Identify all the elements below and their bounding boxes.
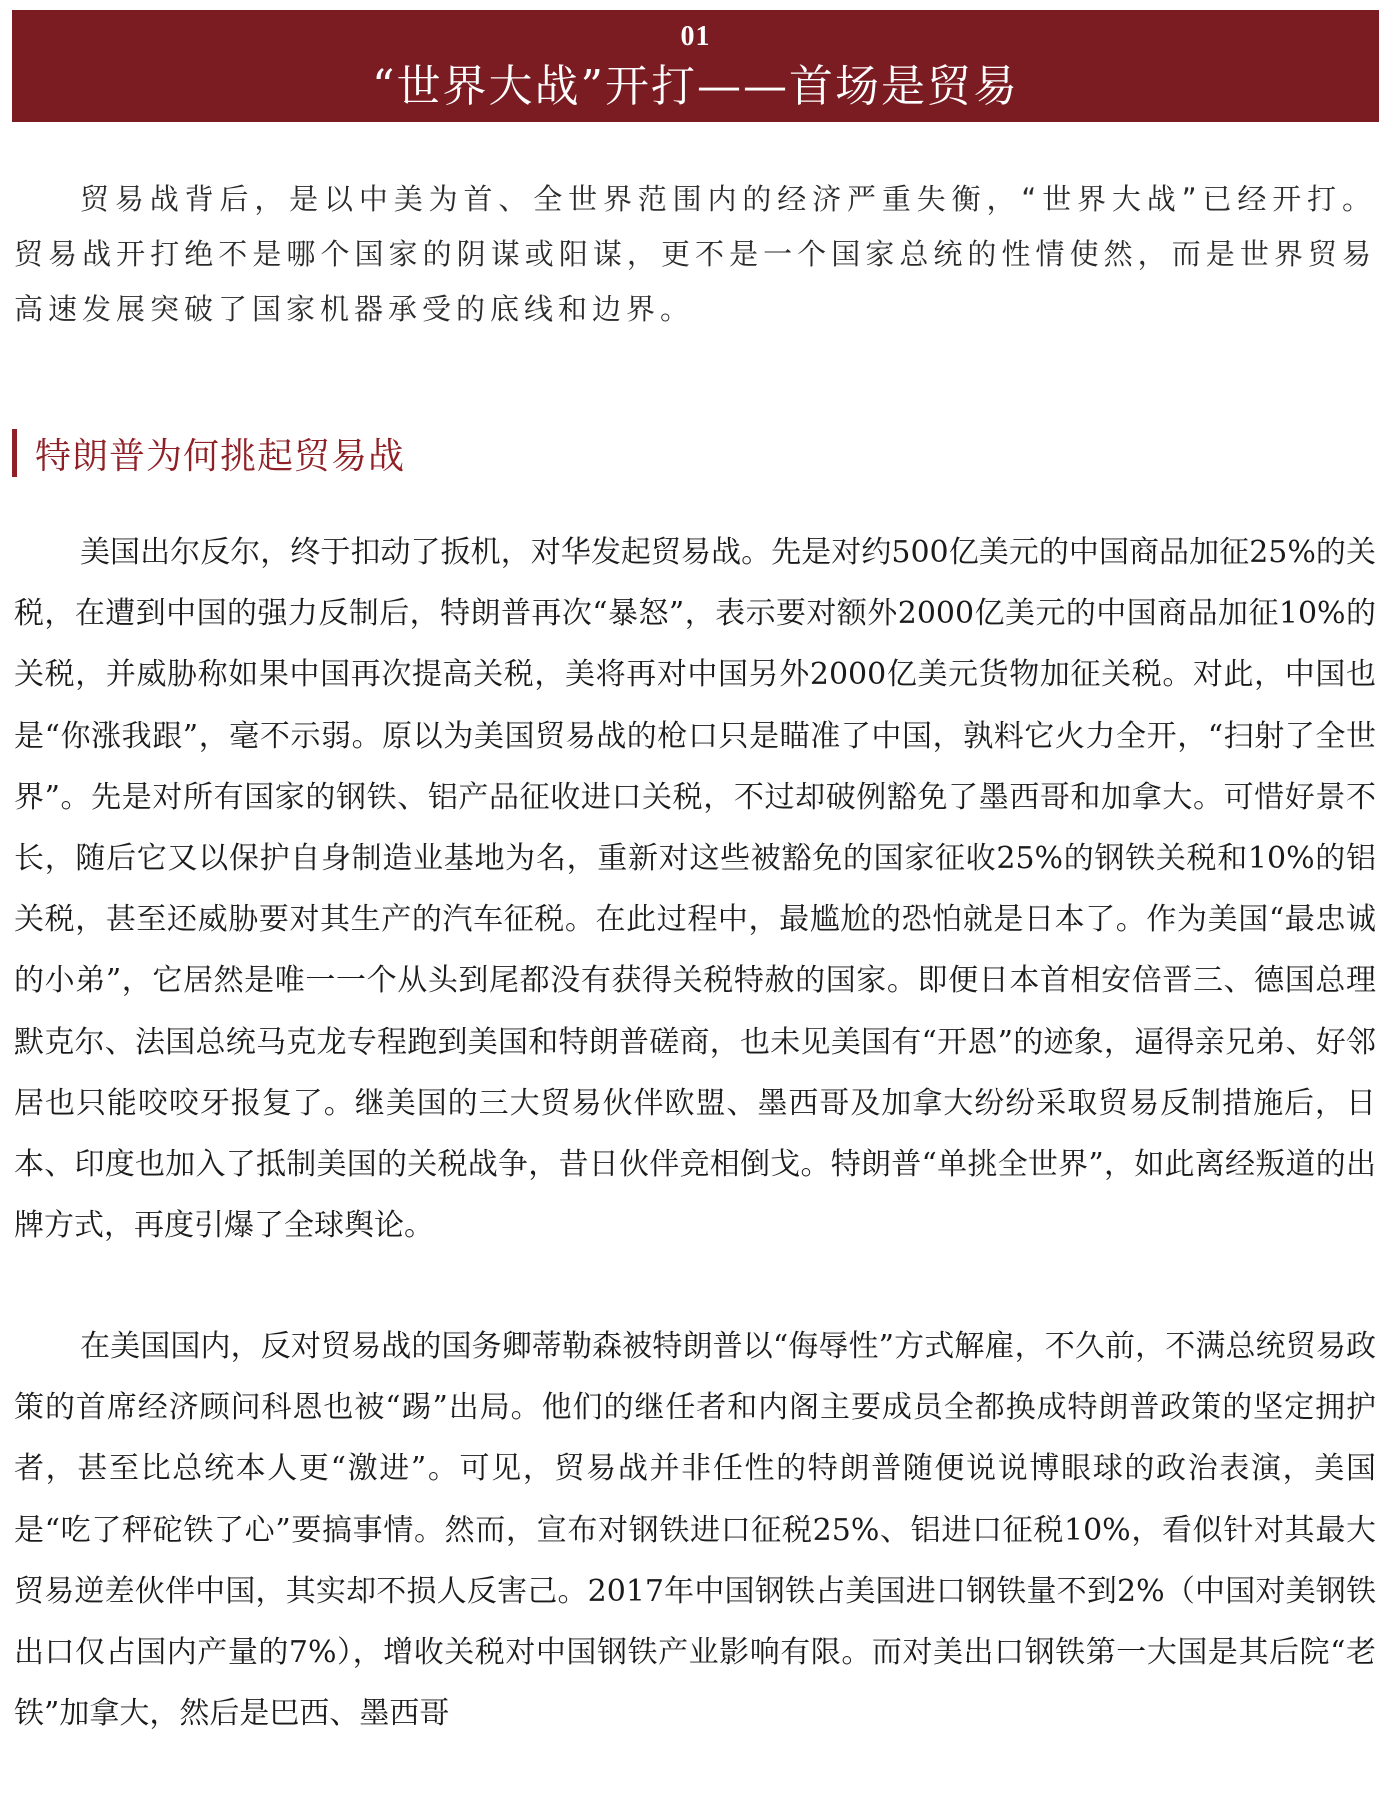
chapter-title: “世界大战”开打——首场是贸易 xyxy=(372,61,1019,112)
chapter-number: 01 xyxy=(680,21,711,52)
section-title: 特朗普为何挑起贸易战 xyxy=(35,435,406,477)
intro-paragraph: 贸易战背后，是以中美为首、全世界范围内的经济严重失衡，“世界大战”已经开打。贸易战开打绝不是哪个国家的阴谋或阳谋，更不是一个国家总统的性情使然，而是世界贸易高速发展突破了国家机器承受的底线和边界。 xyxy=(14,182,1376,326)
body-paragraph-1: 美国出尔反尔，终于扣动了扳机，对华发起贸易战。先是对约500亿美元的中国商品加征25%的关税，在遭到中国的强力反制后，特朗普再次“暴怒”，表示要对额外2000亿美元的中国商品加征10%的关税，并威胁称如果中国再次提高关税，美将再对中国另外2000亿美元货物加征关税。对此，中国也是“你涨我跟”，毫不示弱。原以为美国贸易战的枪口只是瞄准了中国，孰料它火力全开，“扫射了全世界”。先是对所有国家的钢铁、铝产品征收进口关税，不过却破例豁免了墨西哥和加拿大。可惜好景不长，随后它又以保护自身制造业基地为名，重新对这些被豁免的国家征收25%的钢铁关税和10%的铝关税，甚至还威胁要对其生产的汽车征税。在此过程中，最尴尬的恐怕就是日本了。作为美国“最忠诚的小弟”，它居然是唯一一个从头到尾都没有获得关税特赦的国家。即便日本首相安倍晋三、德国总理默克尔、法国总统马克龙专程跑到美国和特朗普磋商，也未见美国有“开恩”的迹象，逼得亲兄弟、好邻居也只能咬咬牙报复了。继美国的三大贸易伙伴欧盟、墨西哥及加拿大纷纷采取贸易反制措施后，日本、印度也加入了抵制美国的关税战争，昔日伙伴竞相倒戈。特朗普“单挑全世界”，如此离经叛道的出牌方式，再度引爆了全球舆论。 xyxy=(14,535,1376,1244)
section-heading xyxy=(12,428,405,478)
chapter-header-banner xyxy=(12,10,1379,122)
body-paragraph-2: 在美国国内，反对贸易战的国务卿蒂勒森被特朗普以“侮辱性”方式解雇，不久前，不满总统贸易政策的首席经济顾问科恩也被“踢”出局。他们的继任者和内阁主要成员全都换成特朗普政策的坚定拥护者，甚至比总统本人更“激进”。可见，贸易战并非任性的特朗普随便说说博眼球的政治表演，美国是“吃了秤砣铁了心”要搞事情。然而，宣布对钢铁进口征税25%、铝进口征税10%，看似针对其最大贸易逆差伙伴中国，其实却不损人反害己。2017年中国钢铁占美国进口钢铁量不到2%（中国对美钢铁出口仅占国内产量的7%），增收关税对中国钢铁产业影响有限。而对美出口钢铁第一大国是其后院“老铁”加拿大，然后是巴西、墨西哥 xyxy=(14,1329,1376,1732)
section-heading-bar xyxy=(12,429,17,477)
